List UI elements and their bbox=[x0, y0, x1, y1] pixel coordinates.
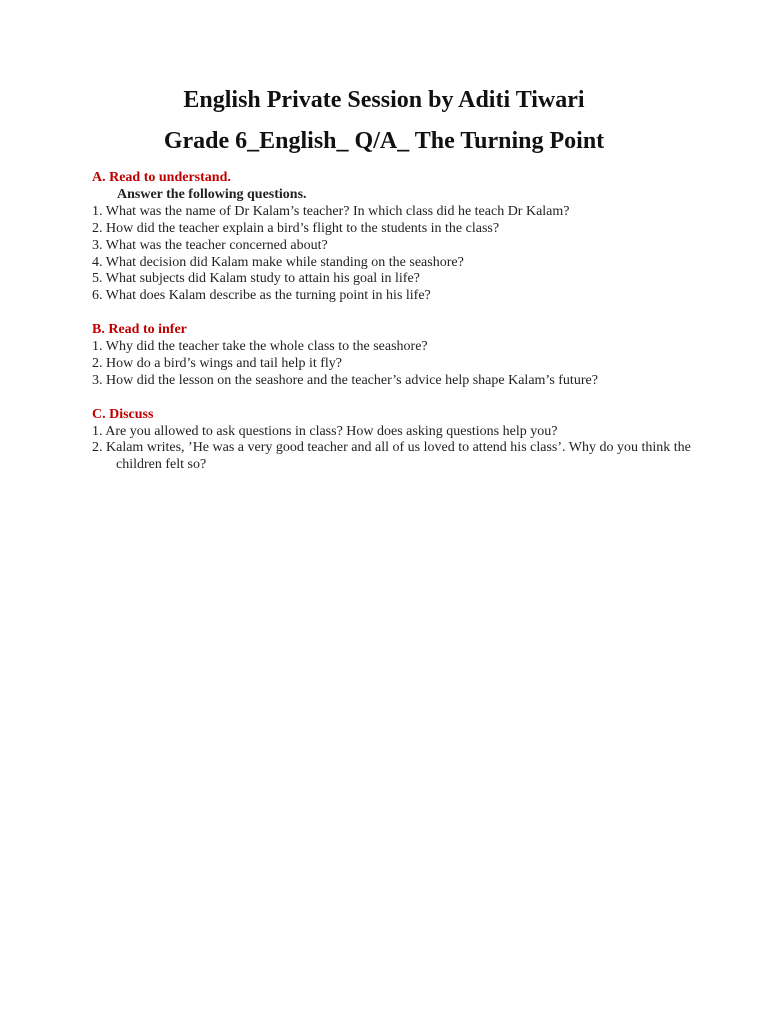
section-instruction: Answer the following questions. bbox=[117, 186, 307, 202]
section-heading: A. Read to understand. bbox=[92, 170, 231, 185]
section-spacer bbox=[92, 390, 692, 407]
document-title: English Private Session by Aditi Tiwari bbox=[183, 87, 585, 113]
section-a bbox=[92, 170, 692, 305]
question-item: 6. What does Kalam describe as the turning point in his life? bbox=[92, 288, 431, 304]
section-heading: B. Read to infer bbox=[92, 322, 187, 338]
question-item: 2. How did the teacher explain a bird’s flight to the students in the class? bbox=[92, 220, 500, 236]
question-item: 3. What was the teacher concerned about? bbox=[92, 237, 328, 253]
question-item: 1. What was the name of Dr Kalam’s teacher? In which class did he teach Dr Kalam? bbox=[92, 203, 570, 219]
question-item: 4. What decision did Kalam make while standing on the seashore? bbox=[92, 254, 464, 270]
section-heading: C. Discuss bbox=[92, 406, 154, 422]
section-spacer bbox=[92, 305, 692, 322]
question-item: 5. What subjects did Kalam study to attain his goal in life? bbox=[92, 271, 420, 287]
question-item: 1. Are you allowed to ask questions in class? How does asking questions help you? bbox=[92, 423, 558, 439]
question-item: 3. How did the lesson on the seashore and the teacher’s advice help shape Kalam’s future? bbox=[92, 372, 598, 388]
section-c bbox=[92, 407, 692, 475]
section-b bbox=[92, 322, 692, 390]
document-subtitle: Grade 6_English_ Q/A_ The Turning Point bbox=[163, 128, 605, 154]
question-item: 1. Why did the teacher take the whole class to the seashore? bbox=[92, 339, 428, 355]
question-item: 2. Kalam writes, ’He was a very good teacher and all of us loved to attend his class’. Why do you think the children felt so? bbox=[92, 440, 691, 473]
question-item: 2. How do a bird’s wings and tail help it fly? bbox=[92, 355, 343, 371]
document-body bbox=[92, 170, 692, 474]
